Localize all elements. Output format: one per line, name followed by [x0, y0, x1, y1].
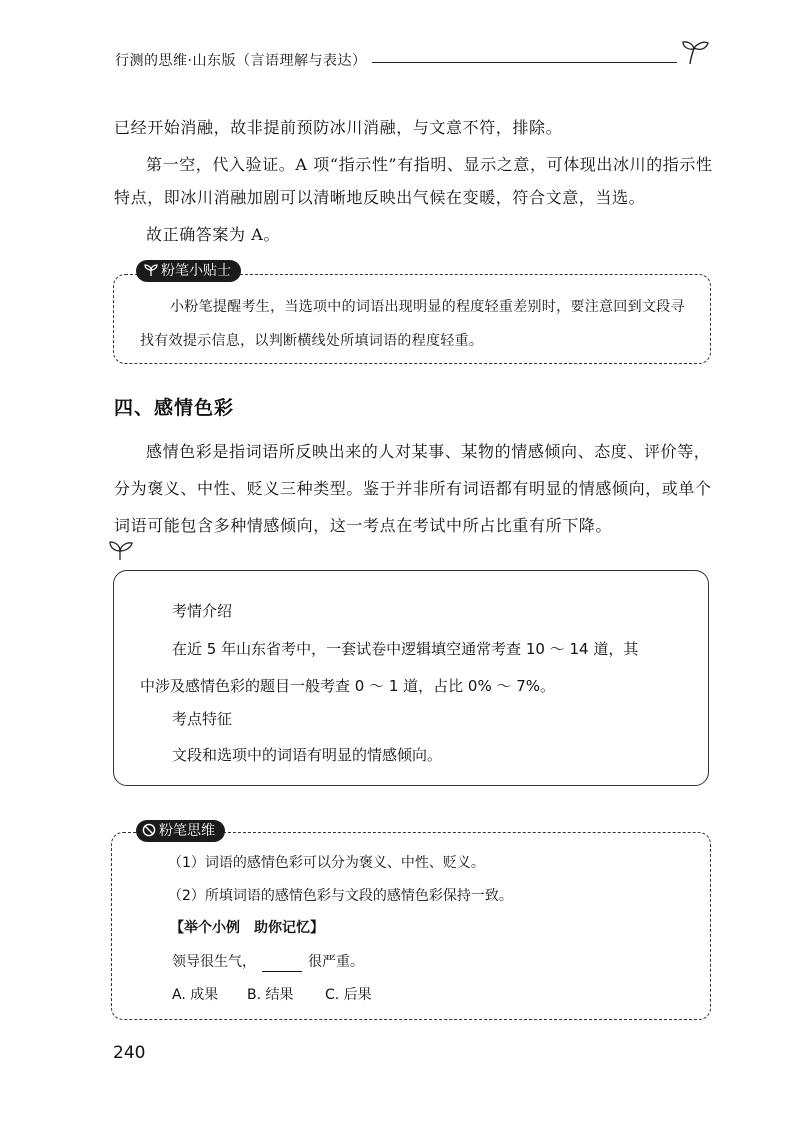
header-rule: [372, 62, 677, 63]
exam-label-intro: 考情介绍: [172, 602, 233, 620]
tip-tag-label: 粉笔小贴士: [161, 263, 231, 279]
example-title: 【举个小例 助你记忆】: [170, 920, 324, 936]
option-c: C. 后果: [325, 987, 372, 1003]
page-number: 240: [113, 1043, 146, 1063]
thinking-item-2: （2）所填词语的感情色彩与文段的感情色彩保持一致。: [168, 888, 513, 904]
section-intro: 感情色彩是指词语所反映出来的人对某事、某物的情感倾向、态度、评价等，分为褒义、中性、贬义三种类型。鉴于并非所有词语都有明显的情感倾向，或单个词语可能包含多种情感倾向，这一考点在考试中所占比重有所下降。: [114, 442, 712, 535]
tip-tag: [136, 260, 241, 282]
sprout-icon: [106, 538, 136, 562]
example-before: 领导很生气，: [172, 954, 256, 970]
exam-label-feature: 考点特征: [172, 710, 233, 728]
option-b: B. 结果: [247, 987, 294, 1003]
section-heading: 四、感情色彩: [114, 397, 235, 419]
sprout-icon: [680, 38, 710, 66]
running-head: 行测的思维·山东版（言语理解与表达）: [115, 53, 367, 69]
exam-text-2: 文段和选项中的词语有明显的情感倾向。: [172, 746, 443, 764]
example-sentence: [172, 952, 364, 972]
option-a: A. 成果: [172, 987, 219, 1003]
tip-text-content: 小粉笔提醒考生，当选项中的词语出现明显的程度轻重差别时，要注意回到文段寻找有效提示信息，以判断横线处所填词语的程度轻重。: [140, 299, 685, 349]
thinking-tag-label: 粉笔思维: [159, 823, 215, 839]
example-after: 很严重。: [308, 954, 364, 970]
thinking-item-1: （1）词语的感情色彩可以分为褒义、中性、贬义。: [168, 855, 485, 871]
tip-text: [140, 290, 695, 358]
no-entry-icon: [142, 823, 156, 837]
exam-text-1b: 中涉及感情色彩的题目一般考查 0 ～ 1 道，占比 0% ～ 7%。: [140, 677, 556, 695]
paragraph-1: 已经开始消融，故非提前预防冰川消融，与文意不符，排除。: [114, 118, 563, 137]
answer-blank: [262, 957, 302, 972]
exam-text-1a: 在近 5 年山东省考中，一套试卷中逻辑填空通常考查 10 ～ 14 道，其: [172, 640, 639, 658]
thinking-tag: [136, 820, 225, 842]
paragraph-2: 第一空，代入验证。A 项“指示性”有指明、显示之意，可体现出冰川的指示性特点，即冰川消融加剧可以清晰地反映出气候在变暖，符合文意，当选。: [114, 155, 713, 207]
paragraph-3: 故正确答案为 A。: [146, 225, 281, 244]
sprout-icon: [144, 263, 158, 277]
